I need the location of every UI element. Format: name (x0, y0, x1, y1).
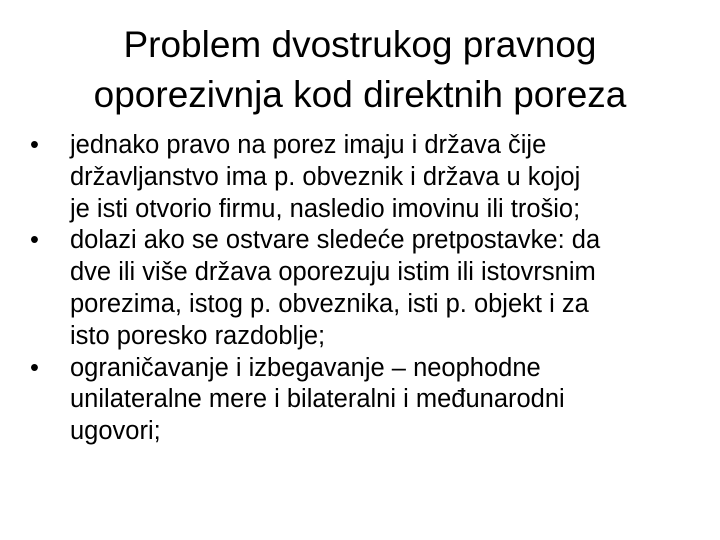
bullet-line: unilateralne mere i bilateralni i međunarodni (70, 385, 565, 414)
bullet-item (30, 225, 690, 352)
bullet-line: jednako pravo na porez imaju i država čije (70, 131, 547, 159)
bullet-line: ograničavanje i izbegavanje – neophodne (70, 353, 541, 382)
bullet-line: isto poresko razdoblje; (70, 321, 326, 350)
bullet-item (30, 130, 690, 225)
slide-title-line: oporezivnja kod direktnih poreza (93, 74, 627, 115)
bullet-icon: • (30, 353, 39, 382)
bullet-line: je isti otvorio firmu, nasledio imovinu ili trošio; (70, 194, 581, 223)
bullet-line: porezima, istog p. obveznika, isti p. objekt i za (70, 289, 589, 318)
bullet-icon: • (30, 226, 39, 255)
bullet-line: ugovori; (70, 417, 161, 446)
bullet-text (70, 225, 690, 352)
bullet-text (70, 130, 690, 225)
bullet-list (30, 130, 690, 448)
slide-title-line: Problem dvostrukog pravnog (123, 24, 597, 65)
bullet-text (70, 353, 690, 448)
bullet-item (30, 353, 690, 448)
bullet-icon: • (30, 131, 39, 159)
bullet-line: dve ili više država oporezuju istim ili istovrsnim (70, 258, 596, 287)
slide-title (40, 20, 680, 120)
bullet-line: dolazi ako se ostvare sledeće pretpostavke: da (70, 226, 601, 255)
bullet-line: državljanstvo ima p. obveznik i država u kojoj (70, 162, 581, 191)
